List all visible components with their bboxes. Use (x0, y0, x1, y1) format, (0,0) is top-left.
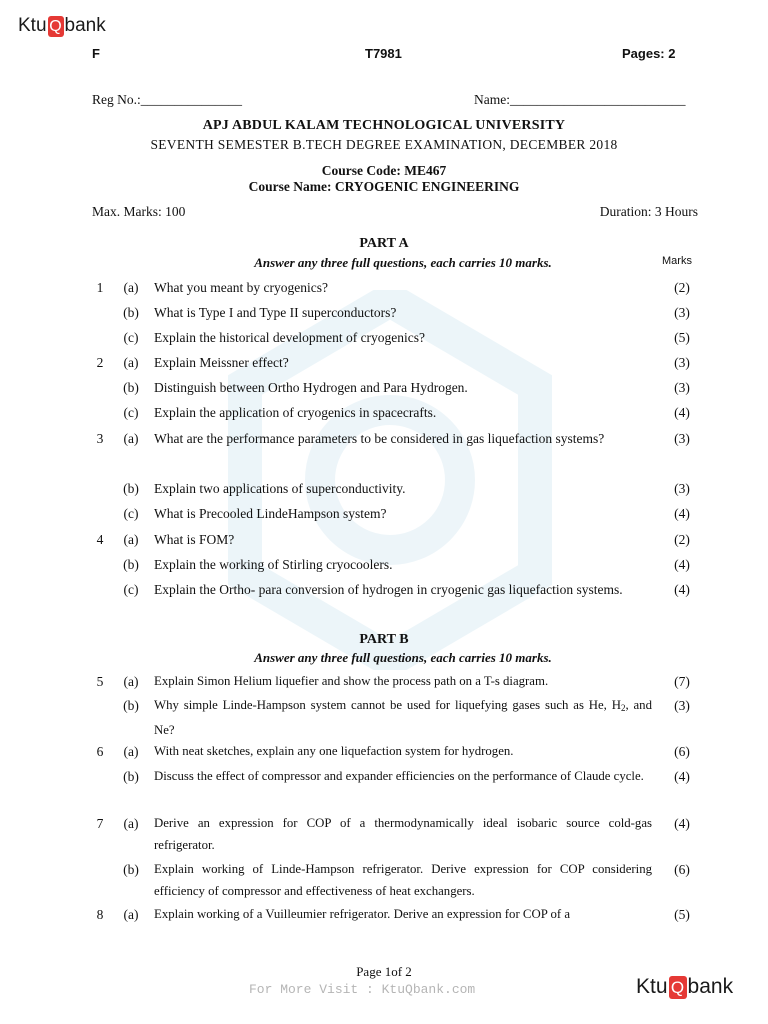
question-number: 6 (96, 744, 104, 759)
question-part: (c) (123, 405, 139, 420)
question-text: Explain the working of Stirling cryocoolers. (154, 557, 393, 572)
question-marks: (3) (674, 305, 690, 320)
max-marks: Max. Marks: 100 (92, 204, 186, 219)
question-text: Explain working of Linde-Hampson refrigerator. Derive expression for COP considering efficiency of compressor and effectiveness of heat exchangers. (154, 862, 652, 898)
question-marks: (4) (674, 816, 690, 831)
question-text: Explain the historical development of cryogenics? (154, 330, 426, 345)
question-part: (a) (123, 744, 139, 759)
question-part: (a) (123, 532, 139, 547)
part-a-title: PART A (359, 236, 409, 251)
part-a-instruction: Answer any three full questions, each carries 10 marks. (254, 255, 552, 270)
question-marks: (3) (674, 380, 690, 395)
question-text: Why simple Linde-Hampson system cannot be used for liquefying gases such as He, $H_2$, and Ne? (154, 698, 652, 737)
question-part: (c) (123, 330, 139, 345)
marks-heading: Marks (662, 255, 692, 267)
question-part: (a) (123, 431, 139, 446)
paper-code: T7981 (365, 46, 402, 61)
question-marks: (4) (674, 506, 690, 521)
question-marks: (3) (674, 481, 690, 496)
question-part: (b) (123, 305, 139, 320)
question-marks: (4) (674, 582, 690, 597)
question-number: 2 (96, 355, 104, 370)
question-marks: (7) (674, 674, 690, 689)
question-text: Explain two applications of superconductivity. (154, 481, 406, 496)
question-number: 1 (96, 280, 104, 295)
reg-no-field: Reg No.:_______________ (92, 92, 242, 107)
question-marks: (3) (674, 431, 690, 446)
page-number: Page 1of 2 (356, 964, 412, 979)
question-marks: (6) (674, 744, 690, 759)
part-b-title: PART B (359, 632, 409, 647)
course-code: Course Code: ME467 (321, 163, 447, 178)
question-marks: (3) (674, 355, 690, 370)
question-number: 4 (96, 532, 104, 547)
question-text: Explain Meissner effect? (154, 355, 289, 370)
question-part: (a) (123, 907, 139, 922)
question-text: With neat sketches, explain any one liquefaction system for hydrogen. (154, 744, 514, 758)
duration: Duration: 3 Hours (599, 204, 698, 219)
pages-count: Pages: 2 (622, 46, 676, 61)
question-marks: (5) (674, 330, 690, 345)
question-text: What are the performance parameters to be considered in gas liquefaction systems? (154, 431, 605, 446)
question-number: 5 (96, 674, 104, 689)
part-b-instruction: Answer any three full questions, each carries 10 marks. (254, 650, 552, 665)
ktuqbank-logo-bottom: Ktu Q bank (636, 975, 734, 998)
question-text: Discuss the effect of compressor and expander efficiencies on the performance of Claude cycle. (154, 769, 644, 783)
exam-title: SEVENTH SEMESTER B.TECH DEGREE EXAMINATION, DECEMBER 2018 (150, 137, 618, 152)
question-marks: (4) (674, 405, 690, 420)
question-part: (b) (123, 557, 139, 572)
question-part: (b) (123, 380, 139, 395)
question-part: (a) (123, 816, 139, 831)
question-part: (b) (123, 481, 139, 496)
question-marks: (2) (674, 280, 690, 295)
question-text: Explain the Ortho- para conversion of hydrogen in cryogenic gas liquefaction systems. (154, 582, 623, 597)
visit-link[interactable]: For More Visit : KtuQbank.com (249, 982, 476, 997)
question-part: (a) (123, 355, 139, 370)
question-text: Explain the application of cryogenics in spacecrafts. (154, 405, 437, 420)
question-text: What is Type I and Type II superconductors? (154, 305, 397, 320)
question-text: What is FOM? (154, 532, 235, 547)
question-marks: (3) (674, 698, 690, 713)
question-part: (a) (123, 280, 139, 295)
question-marks: (4) (674, 557, 690, 572)
question-marks: (5) (674, 907, 690, 922)
question-number: 8 (96, 907, 104, 922)
name-field: Name:__________________________ (474, 92, 686, 107)
question-text: Explain working of a Vuilleumier refrigerator. Derive an expression for COP of a (154, 907, 571, 921)
question-text: Derive an expression for COP of a thermodynamically ideal isobaric source cold-gas refrigerator. (154, 816, 652, 852)
question-text: What you meant by cryogenics? (154, 280, 328, 295)
question-marks: (6) (674, 862, 690, 877)
question-marks: (2) (674, 532, 690, 547)
question-number: 7 (96, 816, 104, 831)
question-text: Distinguish between Ortho Hydrogen and Para Hydrogen. (154, 380, 468, 395)
question-part: (c) (123, 582, 139, 597)
question-part: (a) (123, 674, 139, 689)
question-number: 3 (96, 431, 104, 446)
series-code: F (92, 46, 100, 61)
question-marks: (4) (674, 769, 690, 784)
question-part: (b) (123, 769, 139, 784)
ktuqbank-logo-top: Ktu Q bank (18, 15, 106, 36)
question-text: What is Precooled LindeHampson system? (154, 506, 387, 521)
question-part: (b) (123, 862, 139, 877)
course-name: Course Name: CRYOGENIC ENGINEERING (248, 179, 520, 194)
question-part: (c) (123, 506, 139, 521)
question-part: (b) (123, 698, 139, 713)
question-text: Explain Simon Helium liquefier and show the process path on a T-s diagram. (154, 674, 549, 688)
university-name: APJ ABDUL KALAM TECHNOLOGICAL UNIVERSITY (202, 118, 566, 133)
